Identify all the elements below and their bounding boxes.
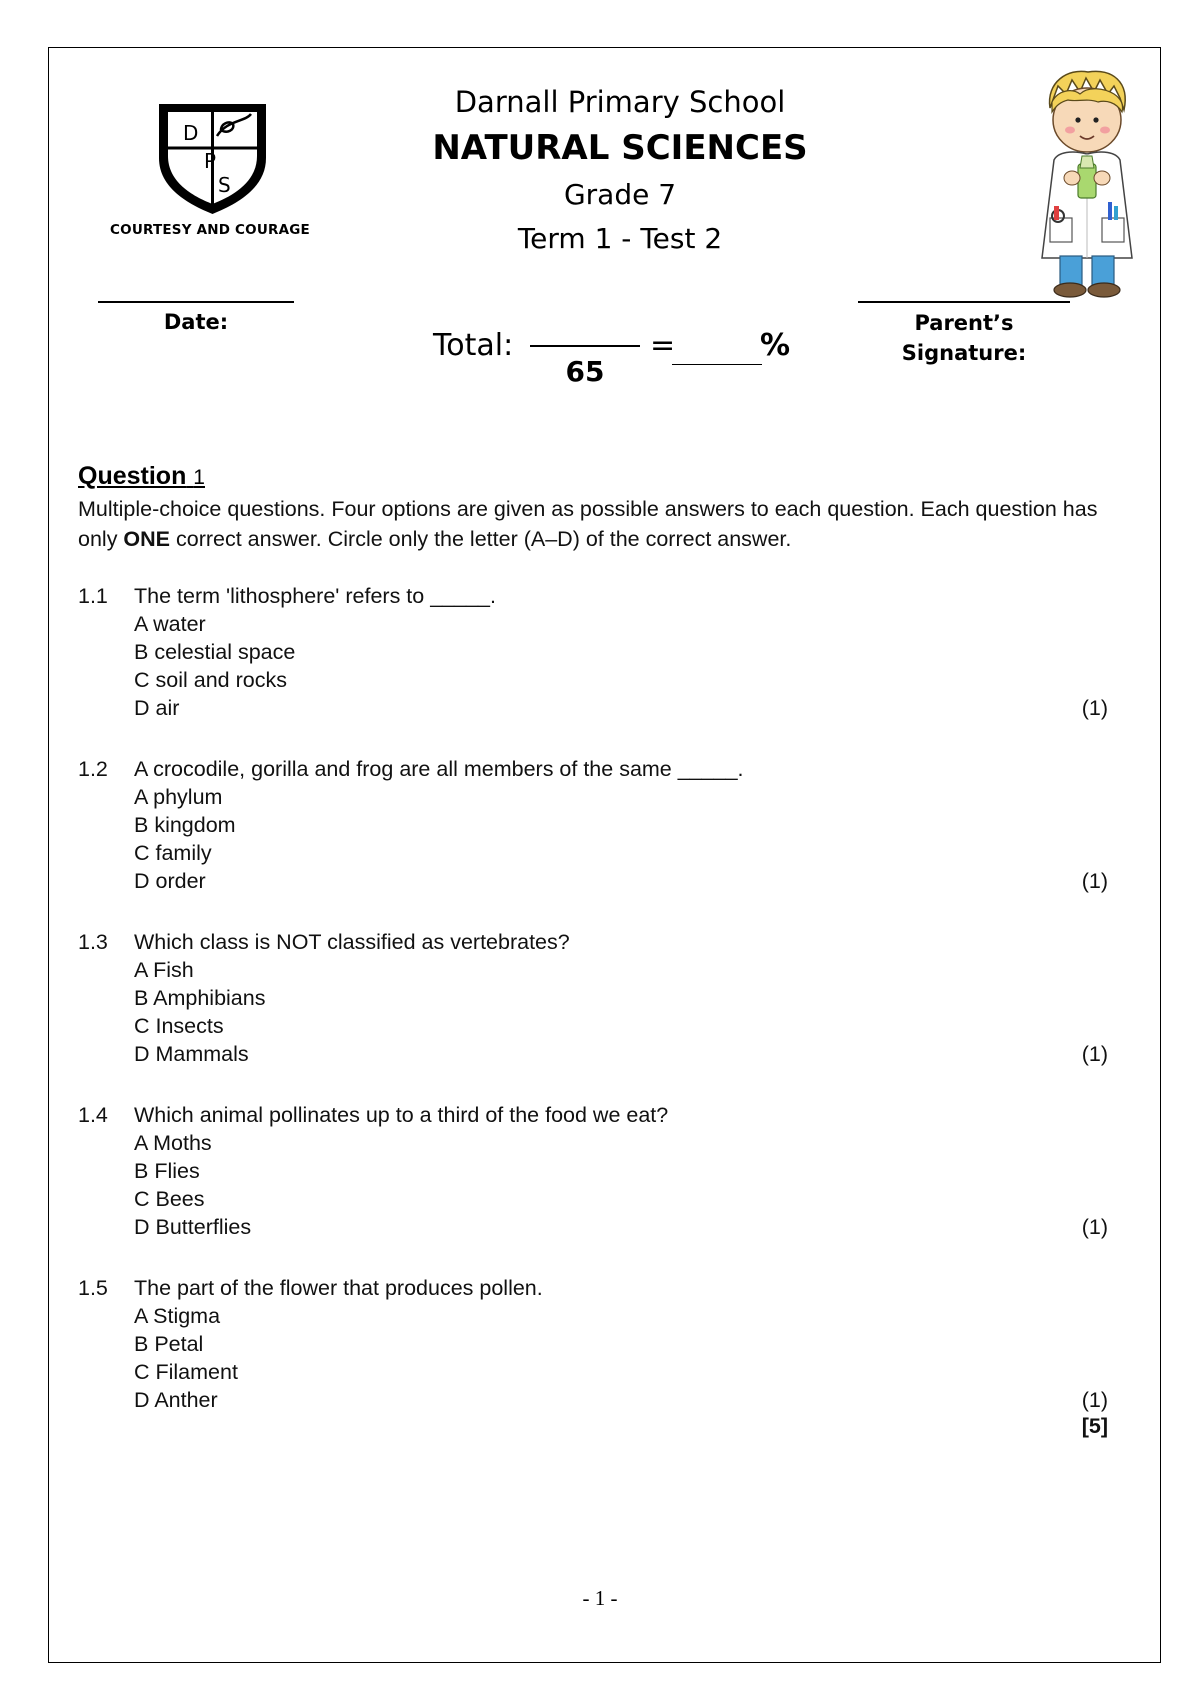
total-denominator: 65 <box>565 355 605 388</box>
answer-option[interactable] <box>78 867 1108 895</box>
answer-option-text: D Anther <box>134 1388 218 1412</box>
answer-option[interactable] <box>78 1302 1108 1330</box>
instructions-bold-one: ONE <box>123 527 171 551</box>
question-item <box>78 928 1108 1068</box>
question-heading-word: Question <box>78 462 187 490</box>
question-mark-allocation: (1) <box>1081 1388 1108 1412</box>
question-row <box>78 755 1108 783</box>
answer-option[interactable] <box>78 694 1108 722</box>
question-item <box>78 1274 1108 1438</box>
parent-signature-label-line2: Signature: <box>901 341 1027 366</box>
date-blank-line[interactable] <box>98 301 294 303</box>
question-text: A crocodile, gorilla and frog are all members of the same _____. <box>134 757 744 781</box>
answer-option[interactable] <box>78 666 1108 694</box>
parent-signature-blank-line[interactable] <box>858 301 1070 303</box>
answer-option-text: B Petal <box>134 1332 204 1356</box>
section-total-mark: [5] <box>1081 1414 1108 1438</box>
question-mark-allocation: (1) <box>1081 1042 1108 1066</box>
answer-option-text: D order <box>134 869 206 893</box>
term-test-label: Term 1 - Test 2 <box>517 222 723 255</box>
question-item <box>78 1101 1108 1241</box>
answer-option-text: A water <box>134 612 206 636</box>
answer-option[interactable] <box>78 1330 1108 1358</box>
title-block <box>380 85 860 255</box>
answer-option-text: C family <box>134 841 212 865</box>
question-text: Which class is NOT classified as vertebrates? <box>134 930 570 954</box>
total-score-blank[interactable] <box>530 345 640 347</box>
answer-option[interactable] <box>78 839 1108 867</box>
question-number: 1.4 <box>78 1103 108 1127</box>
percentage-blank[interactable] <box>672 364 762 365</box>
question-row <box>78 928 1108 956</box>
question-mark-allocation: (1) <box>1081 1215 1108 1239</box>
answer-option[interactable] <box>78 1213 1108 1241</box>
question-item <box>78 755 1108 895</box>
answer-option[interactable] <box>78 1185 1108 1213</box>
answer-option[interactable] <box>78 956 1108 984</box>
question-mark-allocation: (1) <box>1081 696 1108 720</box>
answer-option-text: C Insects <box>134 1014 224 1038</box>
question-number: 1.2 <box>78 757 108 781</box>
question-row <box>78 582 1108 610</box>
date-label: Date: <box>163 310 229 334</box>
grade-label: Grade 7 <box>563 178 677 211</box>
answer-option[interactable] <box>78 1358 1108 1386</box>
answer-option[interactable] <box>78 1157 1108 1185</box>
answer-option-text: D Mammals <box>134 1042 249 1066</box>
question-row <box>78 1274 1108 1302</box>
answer-option[interactable] <box>78 1012 1108 1040</box>
parent-signature-label-line1: Parent’s <box>914 311 1014 335</box>
answer-option[interactable] <box>78 783 1108 811</box>
answer-option[interactable] <box>78 1386 1108 1414</box>
answer-option-text: A Moths <box>134 1131 212 1155</box>
answer-option[interactable] <box>78 1129 1108 1157</box>
answer-option-text: C Bees <box>134 1187 205 1211</box>
answer-option-text: B celestial space <box>134 640 296 664</box>
question-item <box>78 582 1108 722</box>
question-number: 1.1 <box>78 584 108 608</box>
answer-option-text: D air <box>134 696 180 720</box>
answer-option[interactable] <box>78 984 1108 1012</box>
instructions-text-2: correct answer. Circle only the letter (A–D) of the correct answer. <box>170 527 792 551</box>
school-crest-logo <box>155 100 270 218</box>
answer-option-text: B kingdom <box>134 813 236 837</box>
total-label: Total: <box>433 328 514 363</box>
question-text: The part of the flower that produces pollen. <box>134 1276 543 1300</box>
scientist-clipart-image <box>1028 68 1143 300</box>
answer-option[interactable] <box>78 610 1108 638</box>
question-number: 1.3 <box>78 930 108 954</box>
school-motto: COURTESY AND COURAGE <box>110 222 310 238</box>
answer-option-text: D Butterflies <box>134 1215 252 1239</box>
answer-option-text: B Amphibians <box>134 986 266 1010</box>
question-heading-number: 1 <box>193 466 205 489</box>
question-number: 1.5 <box>78 1276 108 1300</box>
question-row <box>78 1101 1108 1129</box>
question-text: The term 'lithosphere' refers to _____. <box>134 584 496 608</box>
question-mark-allocation: (1) <box>1081 869 1108 893</box>
parent-signature-label <box>858 308 1070 369</box>
page-number: - 1 - <box>582 1586 618 1610</box>
crest-letter-p: P <box>204 149 217 173</box>
answer-option-text: C Filament <box>134 1360 238 1384</box>
equals-sign: = <box>650 328 676 363</box>
percent-sign: % <box>760 328 791 363</box>
answer-option-text: B Flies <box>134 1159 200 1183</box>
instructions-text-1: Multiple-choice questions. Four options are given as possible answers to each question. Each question has only <box>78 497 1098 551</box>
answer-option-text: A phylum <box>134 785 223 809</box>
subject-title: NATURAL SCIENCES <box>432 128 808 168</box>
crest-letter-s: S <box>218 173 231 197</box>
question-text: Which animal pollinates up to a third of the food we eat? <box>134 1103 669 1127</box>
answer-option-text: A Fish <box>134 958 194 982</box>
answer-option-text: A Stigma <box>134 1304 221 1328</box>
question-heading <box>78 462 205 491</box>
answer-option[interactable] <box>78 638 1108 666</box>
crest-letter-d: D <box>183 121 199 145</box>
question-instructions <box>78 494 1118 554</box>
answer-option-text: C soil and rocks <box>134 668 287 692</box>
answer-option[interactable] <box>78 811 1108 839</box>
answer-option[interactable] <box>78 1040 1108 1068</box>
school-name: Darnall Primary School <box>454 85 786 119</box>
